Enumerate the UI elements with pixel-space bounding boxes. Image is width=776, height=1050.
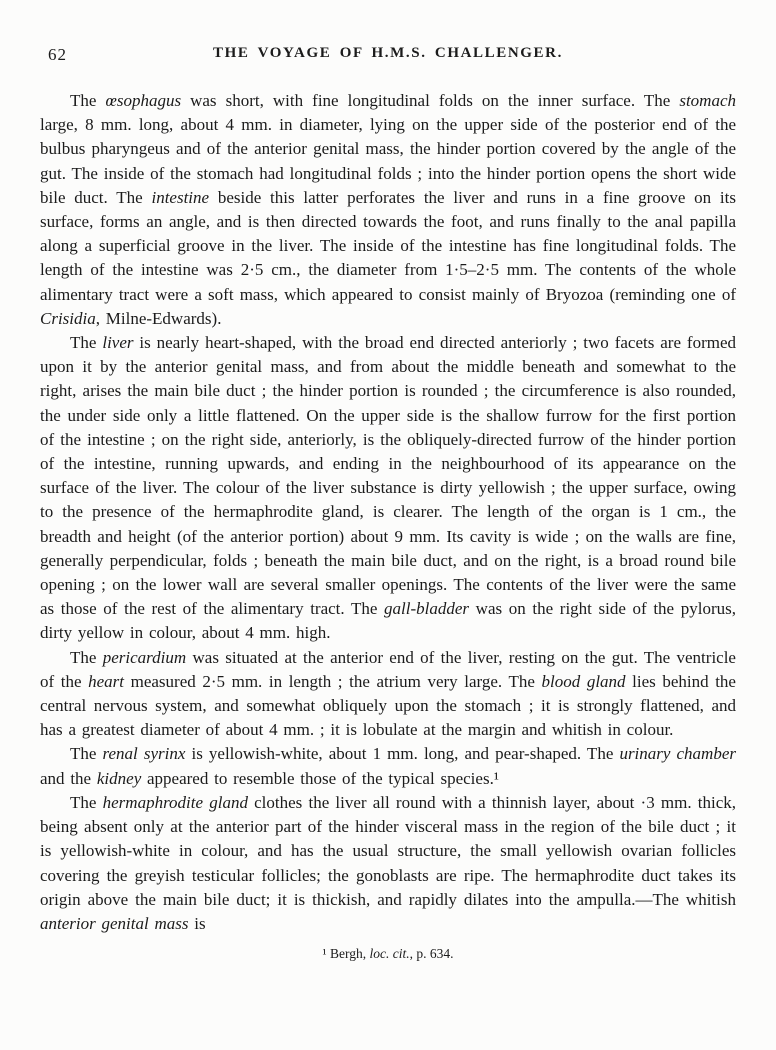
italic-text: hermaphrodite gland [102,792,248,812]
page-header [40,44,736,64]
page-body [40,89,736,936]
italic-text: stomach [679,91,736,110]
paragraph [40,89,736,331]
italic-text: liver [102,333,134,353]
text-run: large, 8 mm. long, about 4 mm. in diameter, lying on the upper side of the posterior end of the bulbus pharyngeus and of the anterior genital mass, the hinder portion covered by the angle of the gut. The inside of the stomach had longitudinal folds ; into the hinder portion opens the short wide bile duct. The [40,115,736,207]
italic-text: pericardium [102,647,187,667]
italic-text: kidney [96,768,142,788]
text-run: and the [40,768,97,788]
text-run: , p. 634. [409,946,454,962]
paragraph [40,742,736,790]
text-run: is nearly heart-shaped, with the broad end directed anteriorly ; two facets are formed upon it by the anterior genital mass, and from about the middle beneath and somewhat to the right, arises the main bile duct ; the hinder portion is rounded ; the circumference is also rounded, the under side only a little flattened. On the upper side is the shallow furrow for the first portion of the intestine ; on the right side, anteriorly, is the obliquely-directed furrow of the hinder portion of the intestine, running upwards, and ending in the neighbourhood of its appearance on the surface of the liver. The colour of the liver substance is dirty yellowish ; the upper surface, owing to the presence of the hermaphrodite gland, is clearer. The length of the organ is 1 cm., the breadth and height (of the anterior portion) about 9 mm. Its cavity is wide ; on the walls are fine, generally perpendicular, folds ; beneath the main bile duct, and on the right, is a broad round bile opening ; on the lower wall are several smaller openings. The contents of the liver were the same as those of the rest of the alimentary tract. The [40,333,736,619]
paragraph [40,331,736,646]
text-run: clothes the liver all round with a thinnish layer, about ·3 mm. thick, being absent only at the anterior part of the hinder visceral mass in the region of the bile duct ; it is yellowish-white in colour, and has the usual structure, the small yellowish ovarian follicles covering the greyish testicular follicles; the gonoblasts are ripe. The hermaphrodite duct takes its origin above the main bile duct; it is thickish, and rapidly dilates into the ampulla.—The whitish [40,792,736,909]
text-run: , Milne-Edwards). [95,308,222,328]
text-run: was situated at the anterior end of the liver, resting on the gut. The ventricle of the [40,647,736,691]
paragraph [40,791,736,936]
italic-text: œsophagus [105,91,182,110]
text-run: was short, with fine longitudinal folds on the inner surface. The [181,91,680,110]
italic-text: anterior genital mass [40,913,189,933]
text-run: was on the right side of the pylorus, dirty yellow in colour, about 4 mm. high. [40,599,736,643]
italic-text: renal syrinx [102,744,186,764]
text-run: The [70,333,103,353]
italic-text: loc. cit. [369,946,410,962]
text-run: is [188,913,206,933]
italic-text: heart [88,671,125,691]
italic-text: Crisidia [40,308,96,328]
italic-text: intestine [151,187,210,207]
text-run: The [70,744,103,764]
running-title: THE VOYAGE OF H.M.S. CHALLENGER. [213,45,563,61]
text-run: The [70,792,103,812]
text-run: is yellowish-white, about 1 mm. long, and pear-shaped. The [185,744,620,764]
text-run: appeared to resemble those of the typical species.¹ [141,768,499,788]
text-run: The [70,647,103,667]
text-run: lies behind the central nervous system, and somewhat obliquely upon the stomach ; it is strongly flattened, and has a greatest diameter of about 4 mm. ; it is lobulate at the margin and whitish in colour. [40,671,736,740]
text-run: beside this latter perforates the liver and runs in a fine groove on its surface, forms an angle, and is then directed towards the foot, and runs finally to the anal papilla along a superficial groove in the liver. The inside of the intestine has fine longitudinal folds. The length of the intestine was 2·5 cm., the diameter from 1·5–2·5 mm. The contents of the whole alimentary tract were a soft mass, which appeared to consist mainly of Bryozoa (reminding one of [40,187,736,304]
text-run: measured 2·5 mm. in length ; the atrium very large. The [124,671,542,691]
text-run: ¹ Bergh, [322,946,370,962]
paragraph [40,646,736,743]
text-run: The [70,91,106,110]
italic-text: gall-bladder [384,599,470,619]
footnote [40,945,736,963]
page-number: 62 [48,45,67,64]
italic-text: urinary chamber [619,744,736,764]
italic-text: blood gland [541,671,626,691]
